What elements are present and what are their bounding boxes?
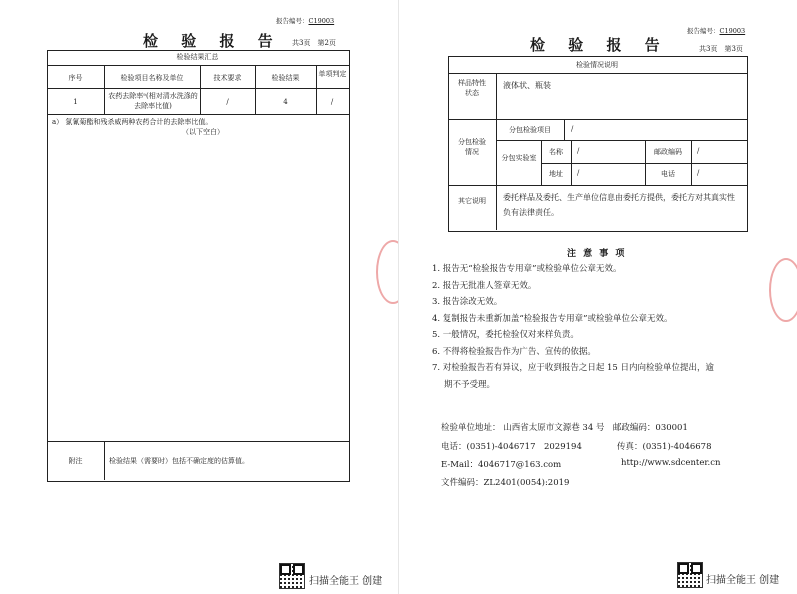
sub-item-value: / bbox=[571, 125, 574, 133]
notice-item: 3. 报告涂改无效。 bbox=[432, 297, 503, 307]
postcode-value: / bbox=[697, 147, 700, 155]
page-title: 检 验 报 告 bbox=[530, 36, 669, 54]
notice-item: 2. 报告无批准人签章无效。 bbox=[432, 280, 537, 291]
row-no: 1 bbox=[73, 98, 78, 106]
remark-text: 检验结果（需要时）包括不确定度的估算值。 bbox=[109, 457, 249, 465]
header-judge: 单项判定 bbox=[318, 70, 347, 78]
row-judge: / bbox=[330, 98, 334, 106]
notice-item: 7. 对检验报告若有异议，应于收到报告之日起 15 日内向检验单位提出，逾 bbox=[432, 363, 715, 373]
header-no: 序号 bbox=[68, 74, 83, 82]
report-number: 报告编号：C19003 bbox=[276, 17, 335, 25]
row-requirement: / bbox=[226, 98, 229, 106]
report-page-3 bbox=[399, 0, 797, 594]
footnote: a） 氯氰菊酯和残杀威两种农药合计的去除率比值。 bbox=[52, 118, 213, 126]
scan-watermark: 扫描全能王 创建 bbox=[706, 575, 780, 586]
row-result: 4 bbox=[283, 98, 288, 106]
remark-label: 附注 bbox=[68, 457, 83, 465]
notice-list bbox=[432, 261, 782, 393]
qr-code-icon bbox=[279, 563, 305, 589]
phone-label: 电话 bbox=[661, 170, 675, 178]
header-requirement: 技术要求 bbox=[213, 74, 242, 82]
postcode-label: 邮政编码 bbox=[654, 148, 682, 156]
sub-label: 分包检验情况 bbox=[458, 138, 486, 156]
notice-title: 注 意 事 项 bbox=[567, 249, 627, 259]
red-seal-icon bbox=[769, 258, 797, 322]
page-indicator: 共3页 第3页 bbox=[699, 45, 743, 53]
report-page-2 bbox=[0, 0, 398, 594]
phone-value: / bbox=[697, 169, 700, 177]
other-label: 其它说明 bbox=[458, 197, 486, 205]
notice-item: 期不予受理。 bbox=[444, 379, 496, 390]
report-number: 报告编号：C19003 bbox=[687, 27, 746, 35]
notice-item: 5. 一般情况，委托检验仅对来样负责。 bbox=[432, 330, 579, 340]
file-code: 文件编码：ZL2401(0054):2019 bbox=[441, 478, 570, 488]
row-item: 农药去除率ᵃ(相对清水洗涤的去除率比值) bbox=[108, 92, 198, 110]
sub-item-label: 分包检验项目 bbox=[509, 126, 551, 134]
unit-website: http://www.sdcenter.cn bbox=[621, 458, 721, 468]
page-indicator: 共3页 第2页 bbox=[292, 39, 336, 47]
unit-fax: 传真：(0351)-4046678 bbox=[617, 442, 712, 452]
sub-lab-label: 分包实验室 bbox=[501, 154, 537, 162]
notice-item: 6. 不得将检验报告作为广告、宣传的依据。 bbox=[432, 346, 596, 357]
address-label: 地址 bbox=[549, 170, 563, 178]
header-item: 检验项目名称及单位 bbox=[120, 74, 184, 82]
sample-value: 液体状、瓶装 bbox=[503, 81, 551, 90]
notice-item: 1. 报告无“检验报告专用章”或检验单位公章无效。 bbox=[432, 264, 622, 274]
unit-tel: 电话：(0351)-4046717 2029194 bbox=[441, 442, 582, 452]
summary-title: 检验结果汇总 bbox=[176, 53, 219, 61]
qr-code-icon bbox=[677, 562, 703, 588]
page-title: 检 验 报 告 bbox=[143, 32, 282, 50]
header-result: 检验结果 bbox=[271, 74, 300, 82]
name-label: 名称 bbox=[549, 148, 563, 156]
unit-address: 检验单位地址： 山西省太原市文源巷 34 号 邮政编码：030001 bbox=[441, 423, 688, 433]
blank-marker: （以下空白） bbox=[182, 128, 224, 136]
notice-item: 4. 复制报告未重新加盖“检验报告专用章”或检验单位公章无效。 bbox=[432, 313, 673, 324]
info-title: 检验情况说明 bbox=[576, 61, 618, 69]
scan-watermark: 扫描全能王 创建 bbox=[309, 576, 383, 587]
sample-label: 样品特性状态 bbox=[458, 79, 486, 97]
name-value: / bbox=[577, 147, 580, 155]
unit-email: E-Mail：4046717@163.com bbox=[441, 460, 562, 470]
address-value: / bbox=[577, 169, 580, 177]
other-text: 委托样品及委托、生产单位信息由委托方提供，委托方对其真实性负有法律责任。 bbox=[503, 193, 735, 217]
